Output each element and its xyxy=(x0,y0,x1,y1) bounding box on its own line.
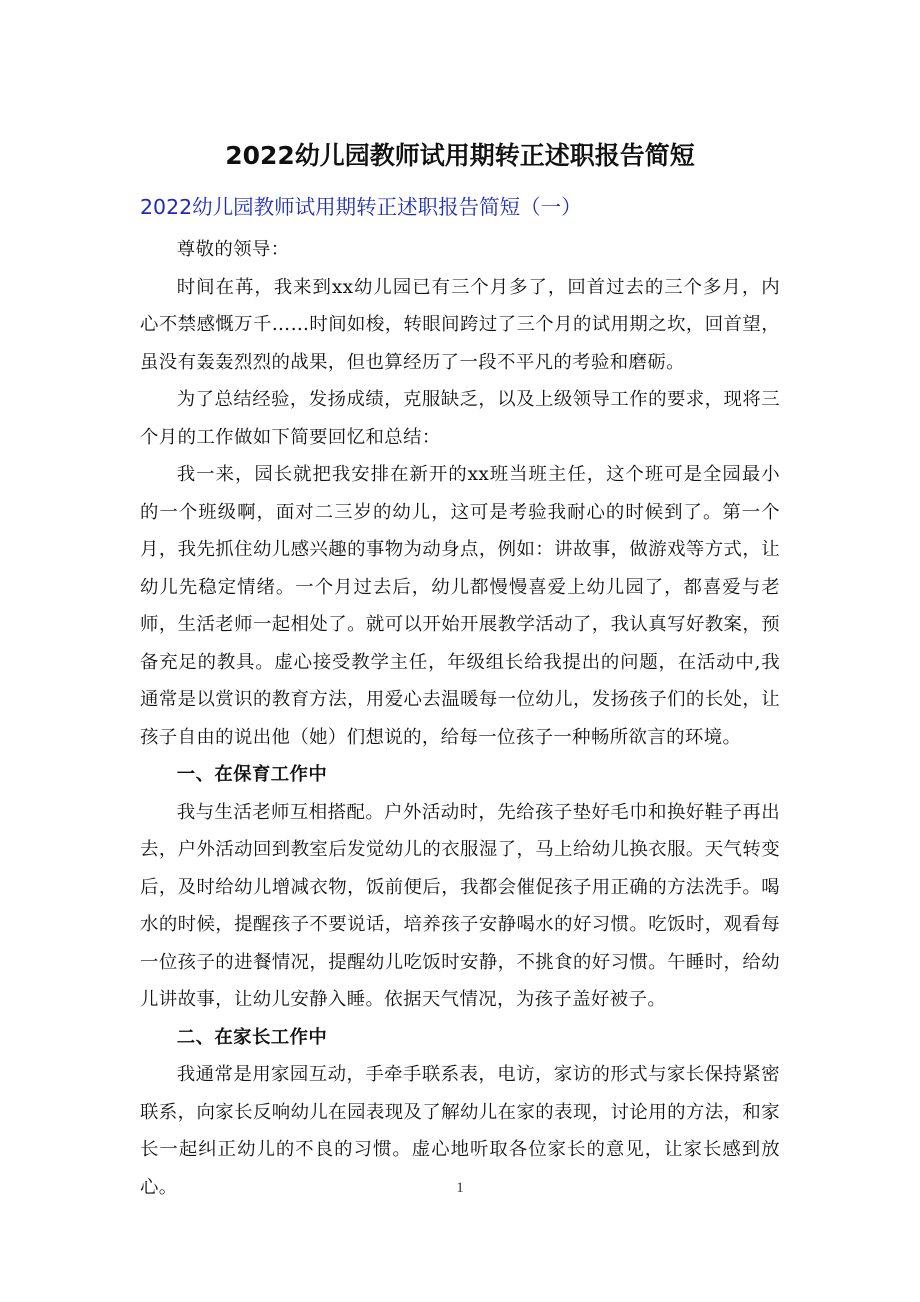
section-text-childcare: 我与生活老师互相搭配。户外活动时，先给孩子垫好毛巾和换好鞋子再出去，户外活动回到教室后发觉幼儿的衣服湿了，马上给幼儿换衣服。天气转变后，及时给幼儿增减衣物，饭前便后，我都会催促孩子用正确的方法洗手。喝水的时候，提醒孩子不要说话，培养孩子安静喝水的好习惯。吃饭时，观看每一位孩子的进餐情况，提醒幼儿吃饭时安静，不挑食的好习惯。午睡时，给幼儿讲故事，让幼儿安静入睡。依据天气情况，为孩子盖好被子。 xyxy=(140,801,780,1010)
paragraph-2: 为了总结经验，发扬成绩，克服缺乏，以及上级领导工作的要求，现将三个月的工作做如下简要回忆和总结： xyxy=(140,389,780,448)
paragraph-1: 时间在苒，我来到xx幼儿园已有三个月多了，回首过去的三个多月，内心不禁感慨万千……时间如梭，转眼间跨过了三个月的试用期之坎，回首望，虽没有轰轰烈烈的战果，但也算经历了一段不平凡的考验和磨砺。 xyxy=(140,276,780,373)
document-body xyxy=(140,231,780,1206)
document-title: 2022幼儿园教师试用期转正述职报告简短 xyxy=(225,141,695,170)
section-subtitle: 2022幼儿园教师试用期转正述职报告简短（一） xyxy=(140,195,582,219)
paragraph-3: 我一来，园长就把我安排在新开的xx班当班主任，这个班可是全园最小的一个班级啊，面对二三岁的幼儿，这可是考验我耐心的时候到了。第一个月，我先抓住幼儿感兴趣的事物为动身点，例如：讲故事，做游戏等方式，让幼儿先稳定情绪。一个月过去后，幼儿都慢慢喜爱上幼儿园了，都喜爱与老师，生活老师一起相处了。就可以开始开展教学活动了，我认真写好教案，预备充足的教具。虚心接受教学主任，年级组长给我提出的问题，在活动中,我通常是以赏识的教育方法，用爱心去温暖每一位幼儿，发扬孩子们的长处，让孩子自由的说出他（她）们想说的，给每一位孩子一种畅所欲言的环境。 xyxy=(140,464,780,748)
page-number: 1 xyxy=(456,1180,464,1196)
section-heading-parents: 二、在家长工作中 xyxy=(176,1026,328,1048)
greeting: 尊敬的领导： xyxy=(176,239,290,260)
section-heading-childcare: 一、在保育工作中 xyxy=(176,764,328,785)
section-text-parents: 我通常是用家园互动，手牵手联系表，电访，家访的形式与家长保持紧密联系，向家长反响幼儿在园表现及了解幼儿在家的表现，讨论用的方法，和家长一起纠正幼儿的不良的习惯。虚心地听取各位家长的意见，让家长感到放心。 xyxy=(140,1064,780,1198)
